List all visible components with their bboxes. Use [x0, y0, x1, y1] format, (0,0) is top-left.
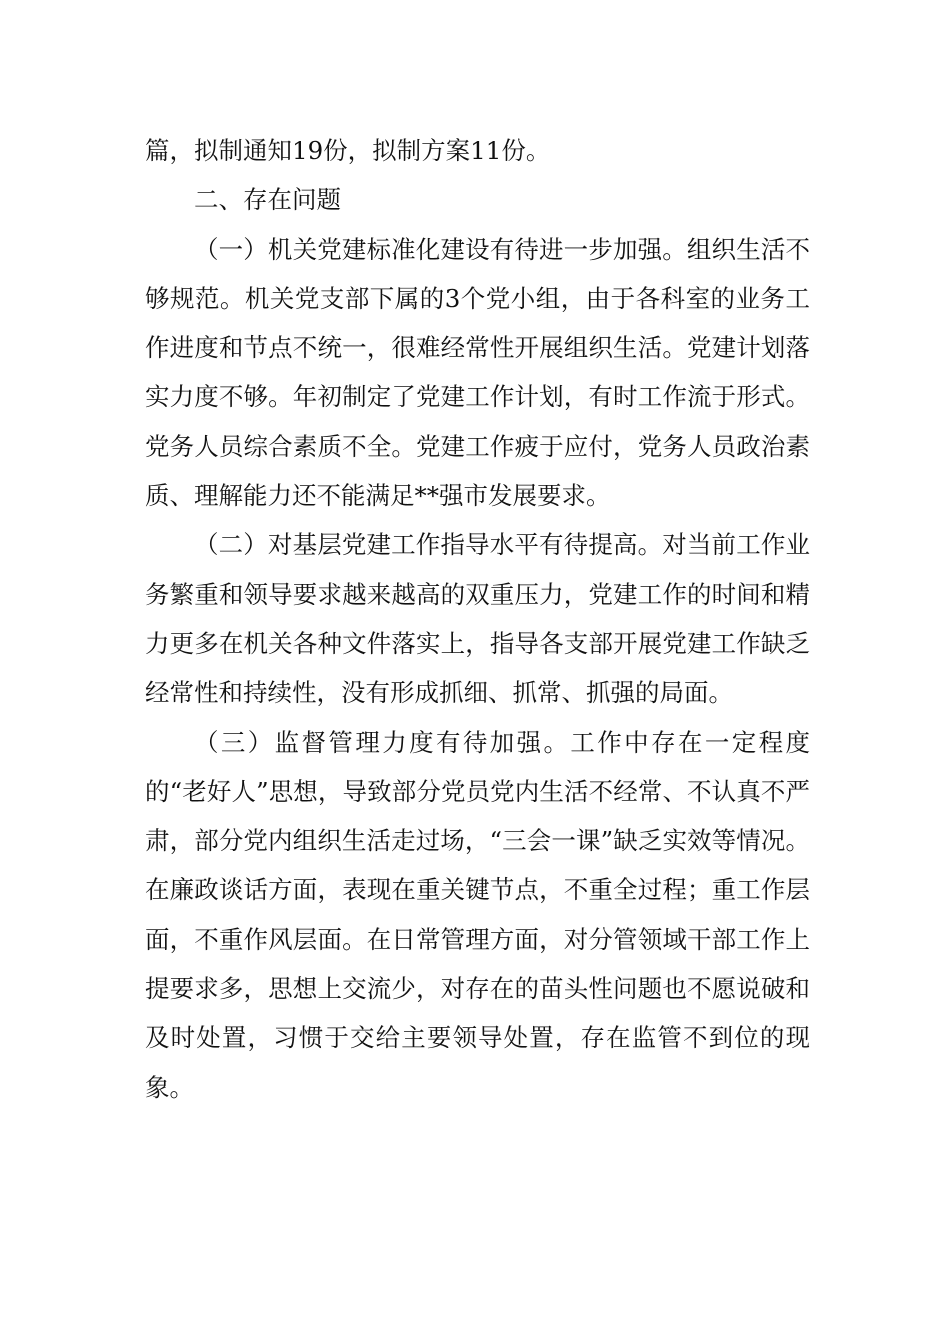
document-body — [145, 126, 810, 1112]
paragraph-issue-2: （二）对基层党建工作指导水平有待提高。对当前工作业务繁重和领导要求越来越高的双重压力，党建工作的时间和精力更多在机关各种文件落实上，指导各支部开展党建工作缺乏经常性和持续性，没有形成抓细、抓常、抓强的局面。 — [145, 530, 810, 708]
paragraph-issue-3: （三）监督管理力度有待加强。工作中存在一定程度的“老好人”思想，导致部分党员党内生活不经常、不认真不严肃，部分党内组织生活走过场，“三会一课”缺乏实效等情况。在廉政谈话方面，表现在重关键节点，不重全过程；重工作层面，不重作风层面。在日常管理方面，对分管领域干部工作上提要求多，思想上交流少，对存在的苗头性问题也不愿说破和及时处置，习惯于交给主要领导处置，存在监管不到位的现象。 — [145, 727, 810, 1102]
paragraph-issue-1: （一）机关党建标准化建设有待进一步加强。组织生活不够规范。机关党支部下属的3个党小组，由于各科室的业务工作进度和节点不统一，很难经常性开展组织生活。党建计划落实力度不够。年初制定了党建工作计划，有时工作流于形式。党务人员综合素质不全。党建工作疲于应付，党务人员政治素质、理解能力还不能满足**强市发展要求。 — [145, 234, 810, 511]
section-heading: 二、存在问题 — [194, 185, 341, 215]
paragraph-continuation: 篇，拟制通知19份，拟制方案11份。 — [145, 136, 551, 165]
